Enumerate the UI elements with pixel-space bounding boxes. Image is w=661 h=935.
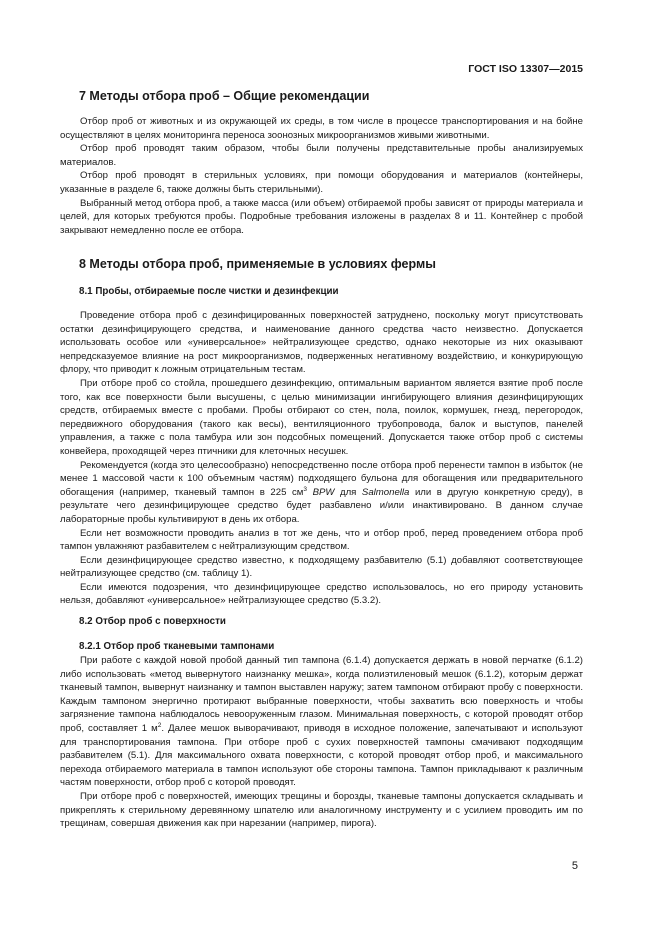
paragraph: Отбор проб от животных и из окружающей их среды, в том числе в процессе транспортирования и на бойне осуществляют в целях мониторинга переноса зоонозных микроорганизмов живыми животными. [60,116,583,141]
section-8-2-1-body [60,654,583,831]
page-number: 5 [571,860,578,872]
paragraph: Если нет возможности проводить анализ в тот же день, что и отбор проб, перед проведением отбора проб тампон увлажняют разбавителем с нейтрализующим средством. [60,527,583,553]
paragraph: Если имеются подозрения, что дезинфицирующее средство использовалось, но его природу установить нельзя, добавляют «универсальное» нейтрализующее средство (5.3.2). [60,581,583,607]
section-8-1-title: 8.1 Пробы, отбираемые после чистки и дезинфекции [79,286,339,297]
paragraph: Выбранный метод отбора проб, а также масса (или объем) отбираемой пробы зависят от природы материала и целей, для которых требуются пробы. Подробные требования изложены в разделах 8 и 11. Контейнер с пробой закрывают немедленно после ее отбора. [60,197,583,236]
paragraph: При работе с каждой новой пробой данный тип тампона (6.1.4) допускается держать в новой перчатке (6.1.2) либо использовать «метод вывернутого наизнанку мешка», когда полиэтиленовый мешок (6.1.2), которым держат тканевый тампон, вывернут наизнанку и тампон выставлен наружу; затем тампоном отбирают пробу с поверхности. Каждым тампоном энергично протирают выбранные поверхности, чтобы захватить всю поверхность и чтобы загрязнение тампона наблюдалось невооруженным глазом. Минимальная поверхность, с которой проводят отбор проб, составляет 1 $м^2$. Далее мешок выворачивают, приводя в исходное положение, запечатывают и используют для транспортирования тампона. При отборе проб с сухих поверхностей тампоны смачивают подходящим разбавителем (5.1). Для максимального охвата поверхности, с которой проводят отбор проб, и максимального перехода отбираемого материала в тампон используют обе стороны тампона. Тампон прикладывают к различным частям поверхности, отбор проб с которой проводят. [60,655,583,789]
section-8-1-body [60,309,583,608]
section-8-2-title: 8.2 Отбор проб с поверхности [79,616,226,627]
paragraph: При отборе проб с поверхностей, имеющих трещины и борозды, тканевые тампоны допускается складывать и прикреплять к стерильному деревянному шпателю или аналогичному инструменту и с усилием проводить им по трещинам, совершая движения как при нарезании (например, пирога). [60,790,583,830]
paragraph: Если дезинфицирующее средство известно, к подходящему разбавителю (5.1) добавляют соответствующее нейтрализующее средство (см. таблицу 1). [60,554,583,580]
paragraph: Отбор проб проводят таким образом, чтобы были получены представительные пробы анализируемых материалов. [60,143,583,168]
section-8-title: 8 Методы отбора проб, применяемые в условиях фермы [79,257,436,271]
section-7-title: 7 Методы отбора проб – Общие рекомендации [79,89,370,103]
paragraph: Проведение отбора проб с дезинфицированных поверхностей затруднено, поскольку могут присутствовать остатки дезинфицирующего средства, и наименование данного средства часто неизвестно. Допускается использовать особое или «универсальное» нейтрализующее средство, однако некоторые из них оказывают непредсказуемое влияние на рост микроорганизмов, подверженных негативному воздействию, и конкурирующую флору, что приводит к ложным отрицательным тестам. [60,310,583,376]
document-id: ГОСТ ISO 13307—2015 [468,63,583,75]
section-7-body [60,115,583,237]
paragraph: Отбор проб проводят в стерильных условиях, при помощи оборудования и материалов (контейнеры, указанные в разделе 6, также должны быть стерильными). [60,170,583,195]
section-8-2-1-title: 8.2.1 Отбор проб тканевыми тампонами [79,641,275,652]
paragraph: Рекомендуется (когда это целесообразно) непосредственно после отбора проб перенести тампон в избыток (не менее 1 массовой части к 100 объемным частям) подходящего бульона для обогащения или предварительного обогащения (например, тканевый тампон в 225 $см^3$ BPW для Salmonella или в другую конкретную среду), в результате чего дезинфицирующее средство будет разбавлено и/или инактивировано. В данном случае лабораторные пробы культивируют в день их отбора. [60,459,583,525]
paragraph: При отборе проб со стойла, прошедшего дезинфекцию, оптимальным вариантом является взятие проб после того, как все поверхности были высушены, с целью минимизации ингибирующего влияния дезинфицирующих средств, отбираемых вместе с пробами. Пробы отбирают со стен, пола, поилок, кормушек, гнезд, перегородок, передвижного оборудования (такого как весы), вентиляционного трубопровода, балок и выступов, панелей управления, а также с пола тамбура или зон подсобных помещений. Допускается также отбор проб с системы конвейера, проходящей через птичники для клеточных несушек. [60,377,583,457]
